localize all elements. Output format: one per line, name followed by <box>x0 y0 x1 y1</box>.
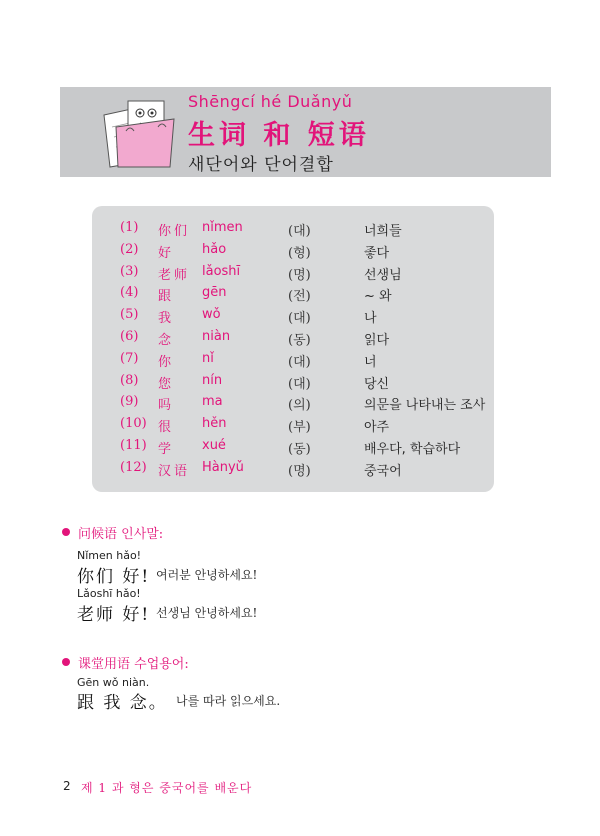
vocab-row <box>92 373 494 395</box>
vocab-number: (5) <box>120 307 139 323</box>
vocab-part-of-speech: (의) <box>288 398 311 414</box>
vocab-number: (4) <box>120 285 139 301</box>
vocab-part-of-speech: (대) <box>288 224 311 239</box>
vocab-number: (1) <box>120 220 139 235</box>
folder-mascot-icon <box>98 97 180 169</box>
vocab-hanzi: 我 <box>158 311 175 327</box>
vocab-row <box>92 460 494 482</box>
vocab-pinyin: wǒ <box>202 307 221 323</box>
vocab-part-of-speech: (대) <box>288 376 311 392</box>
vocab-hanzi: 汉语 <box>158 463 191 479</box>
vocab-number: (10) <box>120 416 147 432</box>
vocab-number: (9) <box>120 394 139 410</box>
vocab-number: (12) <box>120 459 147 475</box>
vocab-hanzi: 吗 <box>158 398 175 414</box>
classroom-heading: 课堂用语 수업용어: <box>78 657 189 672</box>
vocab-pinyin: nǐmen <box>202 220 243 235</box>
vocab-row <box>92 242 494 264</box>
vocab-number: (6) <box>120 329 139 344</box>
vocab-number: (11) <box>120 438 147 453</box>
vocab-row <box>92 220 494 242</box>
vocab-row <box>92 438 494 460</box>
vocab-pinyin: hǎo <box>202 241 227 257</box>
vocab-hanzi: 很 <box>158 420 175 436</box>
vocab-number: (8) <box>120 372 139 388</box>
header-pinyin: Shēngcí hé Duǎnyǔ <box>188 92 353 111</box>
page-number: 2 <box>63 779 71 793</box>
vocab-meaning: 배우다, 학습하다 <box>364 442 461 457</box>
greeting-heading: 问候语 인사말: <box>78 527 164 542</box>
vocab-part-of-speech: (대) <box>288 311 311 327</box>
vocab-part-of-speech: (명) <box>288 267 311 283</box>
greeting-2-chinese: 老师 好! <box>77 605 151 625</box>
vocab-hanzi: 老师 <box>158 267 191 283</box>
vocab-meaning: 너 <box>364 354 377 370</box>
vocab-meaning: 당신 <box>364 376 390 392</box>
vocab-part-of-speech: (부) <box>288 420 311 436</box>
vocab-part-of-speech: (동) <box>288 333 311 348</box>
vocab-pinyin: Hànyǔ <box>202 459 244 475</box>
vocab-pinyin: gēn <box>202 285 227 301</box>
greeting-1-chinese: 你们 好! <box>77 567 151 587</box>
vocab-pinyin: ma <box>202 394 223 410</box>
vocab-number: (3) <box>120 263 139 279</box>
vocab-part-of-speech: (명) <box>288 463 311 479</box>
vocab-hanzi: 念 <box>158 333 175 348</box>
vocab-row <box>92 285 494 307</box>
vocab-part-of-speech: (동) <box>288 442 311 457</box>
vocab-table <box>92 206 494 492</box>
vocab-hanzi: 好 <box>158 245 175 261</box>
vocab-part-of-speech: (대) <box>288 354 311 370</box>
vocab-row <box>92 264 494 286</box>
vocab-pinyin: niàn <box>202 329 231 344</box>
vocab-part-of-speech: (형) <box>288 245 311 261</box>
vocab-hanzi: 跟 <box>158 289 175 305</box>
vocab-row <box>92 416 494 438</box>
greeting-2-pinyin: Lǎoshī hǎo! <box>77 587 141 600</box>
footer-lesson-title: 제 1 과 형은 중국어를 배운다 <box>81 781 253 795</box>
vocab-meaning: 읽다 <box>364 333 390 348</box>
vocab-row <box>92 394 494 416</box>
vocab-meaning: 중국어 <box>364 463 402 479</box>
vocab-pinyin: lǎoshī <box>202 263 241 279</box>
vocab-meaning: 너희들 <box>364 224 402 239</box>
header-chinese-title: 生词 和 短语 <box>188 120 370 151</box>
classroom-chinese: 跟 我 念。 <box>77 693 168 713</box>
vocab-meaning: 의문을 나타내는 조사 <box>364 398 486 414</box>
vocab-meaning: 좋다 <box>364 245 390 261</box>
greeting-2-korean: 선생님 안녕하세요! <box>156 606 258 620</box>
vocab-pinyin: nín <box>202 372 223 388</box>
vocab-meaning: 선생님 <box>364 267 402 283</box>
vocab-hanzi: 您 <box>158 376 175 392</box>
vocab-part-of-speech: (전) <box>288 289 311 305</box>
vocab-row <box>92 329 494 351</box>
greeting-1-korean: 여러분 안녕하세요! <box>156 568 258 582</box>
vocab-meaning: ~ 와 <box>364 289 392 305</box>
vocab-number: (7) <box>120 350 139 366</box>
vocab-pinyin: hěn <box>202 416 227 432</box>
bullet-greeting <box>62 528 70 536</box>
vocab-hanzi: 你 <box>158 354 175 370</box>
vocab-number: (2) <box>120 241 139 257</box>
classroom-korean: 나를 따라 읽으세요. <box>176 694 281 708</box>
header-korean-title: 새단어와 단어결합 <box>188 155 334 175</box>
bullet-classroom <box>62 658 70 666</box>
greeting-1-pinyin: Nǐmen hǎo! <box>77 549 142 562</box>
vocab-meaning: 나 <box>364 311 377 327</box>
vocab-pinyin: nǐ <box>202 350 214 366</box>
vocab-hanzi: 你们 <box>158 224 191 239</box>
classroom-pinyin: Gēn wǒ niàn. <box>77 676 150 689</box>
vocab-pinyin: xué <box>202 438 226 453</box>
vocab-row <box>92 351 494 373</box>
vocab-hanzi: 学 <box>158 442 175 457</box>
vocab-meaning: 아주 <box>364 420 390 436</box>
vocab-row <box>92 307 494 329</box>
